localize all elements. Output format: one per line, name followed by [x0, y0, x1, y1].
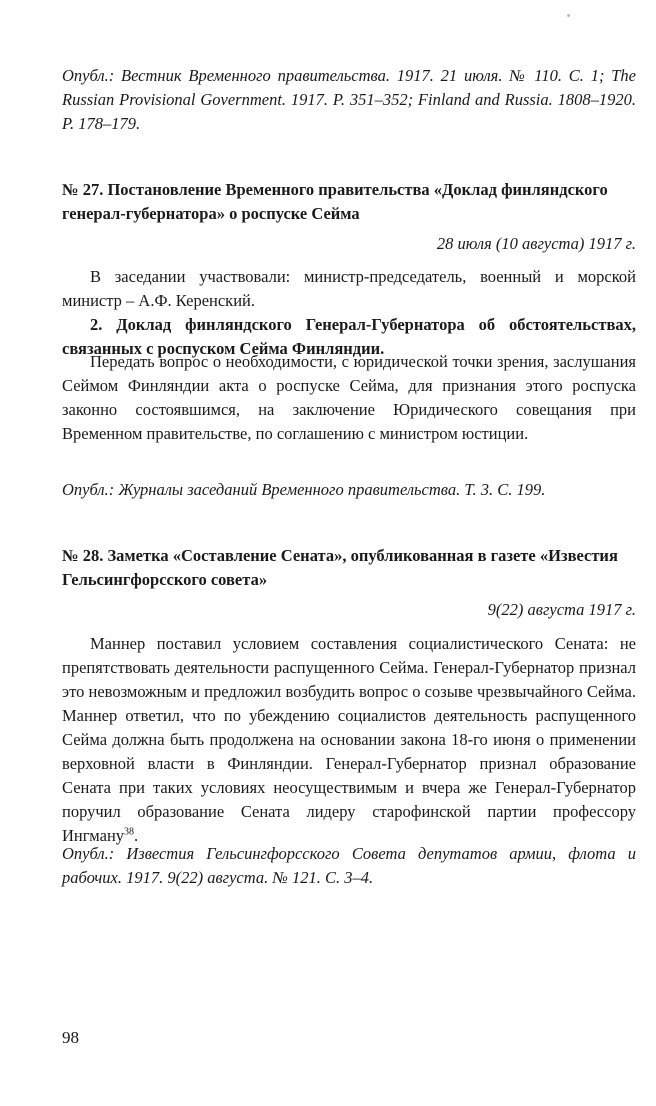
footnote-ref: 38 [124, 826, 135, 838]
document-27-heading: № 27. Постановление Временного правительства «Доклад финляндского генерал-губернатора» о роспуске Сейма [62, 180, 608, 223]
publication-note-previous: Опубл.: Вестник Временного правительства. 1917. 21 июля. № 110. С. 1; The Russian Provisional Government. 1917. P. 351–352; Finland and Russia. 1808–1920. P. 178–179. [62, 66, 636, 133]
scan-speck [567, 14, 570, 17]
document-27-publication-note: Опубл.: Журналы заседаний Временного правительства. Т. 3. С. 199. [62, 480, 546, 499]
document-28-publication-note: Опубл.: Известия Гельсингфорсского Совета депутатов армии, флота и рабочих. 1917. 9(22) августа. № 121. С. 3–4. [62, 844, 636, 887]
document-27-item-title: 2. Доклад финляндского Генерал-Губернатора об обстоятельствах, связанных с роспуском Сейма Финляндии. [62, 315, 636, 358]
document-28-body [62, 632, 636, 848]
document-28-date: 9(22) августа 1917 г. [487, 600, 636, 619]
document-28-body-end: . [134, 826, 139, 845]
document-27-participants: В заседании участвовали: министр-председатель, военный и морской министр – А.Ф. Керенский. [62, 267, 636, 310]
document-28-heading: № 28. Заметка «Составление Сената», опубликованная в газете «Известия Гельсингфорсского совета» [62, 546, 618, 589]
document-28-body-text: Маннер поставил условием составления социалистического Сената: не препятствовать деятельности распущенного Сейма. Генерал-Губернатор признал это невозможным и предложил возбудить вопрос о созыве чрезвычайного Сейма. Маннер ответил, что по убеждению социалистов деятельность распущенного Сейма должна быть продолжена на основании закона 18-го июня о применении верховной власти в Финляндии. Генерал-Губернатор признал образование Сената при таких условиях неосуществимым и вчера же Генерал-Губернатор поручил образование Сената лидеру старофинской партии профессору Ингману [62, 634, 636, 845]
document-27-resolution: Передать вопрос о необходимости, с юридической точки зрения, заслушания Сеймом Финляндии акта о роспуске Сейма, для признания этого роспуска законно состоявшимся, на заключение Юридического совещания при Временном правительстве, по соглашению с министром юстиции. [62, 352, 636, 443]
page-number: 98 [62, 1028, 79, 1047]
document-27-date: 28 июля (10 августа) 1917 г. [436, 234, 636, 253]
